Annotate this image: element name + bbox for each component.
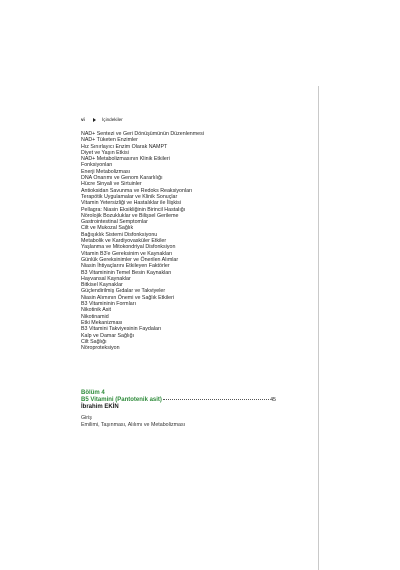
toc-item[interactable]: Vitamin Yetersizliği ve Hastalıklar ile İlişkisi bbox=[81, 200, 181, 207]
page-edge-rule bbox=[318, 86, 319, 570]
toc-item[interactable]: Yaşlanma ve Mitokondriyal Disfonksiyon bbox=[81, 244, 176, 251]
toc-item[interactable]: Niasin İhtiyaçlarını Etkileyen Faktörler bbox=[81, 263, 170, 270]
toc-item[interactable]: Bağışıklık Sistemi Disfonksiyonu bbox=[81, 231, 158, 238]
toc-item[interactable]: Terapötik Uygulamalar ve Klinik Sonuçlar bbox=[81, 193, 178, 200]
toc-item[interactable]: NAD+ Tüketen Enzimler bbox=[81, 137, 138, 144]
toc-item[interactable]: Nöroproteksiyon bbox=[81, 345, 120, 352]
dot-leader bbox=[163, 399, 269, 400]
toc-item[interactable]: Hücre Sinyali ve Sirtuinler bbox=[81, 181, 142, 188]
chapter-page-number: 45 bbox=[270, 397, 276, 403]
toc-item[interactable]: B3 Vitamininin Temel Besin Kaynakları bbox=[81, 269, 172, 276]
toc-item[interactable]: B3 Vitamininin Formları bbox=[81, 301, 136, 308]
toc-item[interactable]: Fonksiyonları bbox=[81, 162, 113, 169]
toc-item[interactable]: Nikotinamid bbox=[81, 313, 109, 320]
toc-item[interactable]: NAD+ Sentezi ve Geri Dönüşümünün Düzenlenmesi bbox=[81, 131, 204, 137]
chapter-entry bbox=[81, 390, 276, 411]
toc-item[interactable]: NAD+ Metabolizmasının Klinik Etkileri bbox=[81, 156, 170, 163]
toc-item[interactable]: Gastrointestinal Semptomlar bbox=[81, 219, 148, 226]
chapter-label: Bölüm 4 bbox=[81, 390, 105, 396]
toc-item[interactable]: Etki Mekanizması bbox=[81, 319, 123, 326]
toc-item[interactable]: Bitkisel Kaynaklar bbox=[81, 282, 123, 289]
toc-item[interactable]: Vitamin B3'e Gereksinim ve Kaynakları bbox=[81, 250, 173, 257]
chapter-title-row[interactable] bbox=[81, 397, 276, 404]
toc-item[interactable]: Antioksidan Savunma ve Redoks Reaksiyonları bbox=[81, 187, 193, 194]
toc-item[interactable]: DNA Onarımı ve Genom Kararlılığı bbox=[81, 175, 163, 182]
subsection-item[interactable]: Giriş bbox=[81, 415, 92, 421]
running-header bbox=[81, 117, 123, 123]
section-title: İçindekiler bbox=[102, 117, 123, 122]
toc-item[interactable]: Metabolik ve Kardiyovasküler Etkiler bbox=[81, 238, 167, 245]
chapter-title[interactable]: B5 Vitamini (Pantotenik asit) bbox=[81, 397, 162, 403]
toc-item[interactable]: B3 Vitamini Takviyesinin Faydaları bbox=[81, 326, 162, 333]
toc-item[interactable]: Cilt Sağlığı bbox=[81, 338, 107, 345]
subsection-item[interactable]: Emilimi, Taşınması, Alılımı ve Metabolizması bbox=[81, 422, 186, 428]
triangle-right-icon bbox=[93, 118, 96, 122]
toc-item[interactable]: Günlük Gereksinimler ve Önerilen Alımlar bbox=[81, 256, 179, 263]
toc-item[interactable]: Güçlendirilmiş Gıdalar ve Takviyeler bbox=[81, 288, 166, 295]
chapter-author: İbrahim EKİN bbox=[81, 404, 119, 410]
toc-list bbox=[81, 131, 281, 351]
chapter-subsection-list bbox=[81, 415, 185, 429]
toc-item[interactable]: Pellagra: Niasin Eksikliğinin Birincil Hastalığı bbox=[81, 206, 186, 213]
toc-item[interactable]: Kalp ve Damar Sağlığı bbox=[81, 332, 134, 339]
toc-item[interactable]: Hayvansal Kaynaklar bbox=[81, 275, 131, 282]
toc-item[interactable]: Nörolojik Bozukluklar ve Bilişsel Gerileme bbox=[81, 212, 179, 219]
toc-item[interactable]: Nikotinik Asit bbox=[81, 307, 112, 314]
toc-item[interactable]: Diyet ve Yaşın Etkisi bbox=[81, 149, 129, 156]
toc-item[interactable]: Niasin Alımının Önemi ve Sağlık Etkileri bbox=[81, 294, 175, 301]
toc-item[interactable]: Hız Sınırlayıcı Enzim Olarak NAMPT bbox=[81, 143, 168, 150]
toc-item[interactable]: Cilt ve Mukozal Sağlık bbox=[81, 225, 134, 232]
page-number: vi bbox=[81, 117, 85, 122]
toc-item[interactable]: Enerji Metabolizması bbox=[81, 168, 131, 175]
